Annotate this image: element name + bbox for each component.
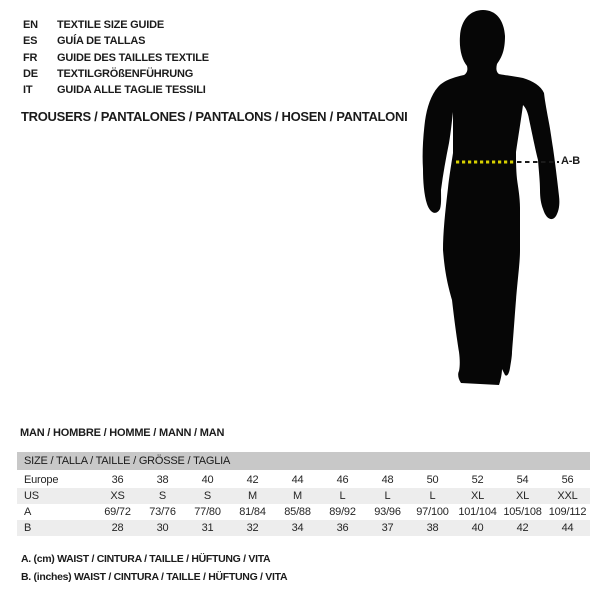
size-cell: 37 [381, 522, 394, 534]
size-cell: 32 [246, 522, 259, 534]
measurement-notes [21, 551, 287, 586]
language-code: DE [23, 67, 38, 80]
language-row-es [23, 33, 209, 49]
language-code: ES [23, 35, 38, 48]
size-cell: 28 [111, 522, 124, 534]
size-cell: S [158, 490, 167, 502]
size-cell: 81/84 [239, 506, 266, 518]
size-cell: L [384, 490, 391, 502]
size-cell: L [429, 490, 436, 502]
size-cell: XXL [557, 490, 578, 502]
size-cell: 42 [516, 522, 529, 534]
row-label: Europe [24, 474, 59, 486]
table-row-us [17, 488, 590, 504]
product-heading: TROUSERS / PANTALONES / PANTALONS / HOSEN / PANTALONI [21, 109, 408, 124]
language-row-fr [23, 50, 209, 66]
size-cell: XL [470, 490, 485, 502]
size-cell: 44 [561, 522, 574, 534]
size-cell: 50 [426, 474, 439, 486]
size-cell: S [203, 490, 212, 502]
size-cell: 38 [426, 522, 439, 534]
size-cell: L [339, 490, 346, 502]
size-cell: 36 [336, 522, 349, 534]
size-cell: 77/80 [194, 506, 221, 518]
language-text: GUIDE DES TAILLES TEXTILE [57, 51, 209, 64]
language-code: IT [23, 84, 33, 97]
size-table-header: SIZE / TALLA / TAILLE / GRÖSSE / TAGLIA [17, 452, 590, 470]
size-cell: 38 [156, 474, 169, 486]
language-row-en [23, 17, 209, 33]
measurement-dashed-line [517, 161, 559, 163]
size-cell: 31 [201, 522, 214, 534]
size-cell: XL [515, 490, 530, 502]
note-b: B. (inches) WAIST / CINTURA / TAILLE / HÜFTUNG / VITA [21, 570, 288, 583]
size-table [17, 452, 590, 536]
size-cell: 30 [156, 522, 169, 534]
language-text: GUIDA ALLE TAGLIE TESSILI [57, 84, 206, 97]
size-cell: M [293, 490, 302, 502]
language-row-it [23, 82, 209, 98]
size-cell: 34 [291, 522, 304, 534]
language-text: GUÍA DE TALLAS [57, 35, 146, 48]
size-cell: 109/112 [548, 506, 587, 518]
size-cell: 69/72 [104, 506, 131, 518]
table-row-europe [17, 472, 590, 488]
size-cell: 97/100 [416, 506, 449, 518]
language-code: FR [23, 51, 38, 64]
size-cell: 36 [111, 474, 124, 486]
size-cell: 101/104 [458, 506, 497, 518]
note-a: A. (cm) WAIST / CINTURA / TAILLE / HÜFTUNG / VITA [21, 553, 271, 565]
size-cell: XS [110, 490, 125, 502]
table-row-a-cm [17, 504, 590, 520]
language-list [23, 17, 209, 98]
size-cell: 93/96 [374, 506, 401, 518]
size-cell: 40 [201, 474, 214, 486]
size-cell: 44 [291, 474, 304, 486]
size-cell: 52 [471, 474, 484, 486]
man-silhouette-path [423, 10, 560, 385]
gender-heading: MAN / HOMBRE / HOMME / MANN / MAN [20, 427, 225, 439]
row-label: US [24, 490, 39, 502]
size-cell: 40 [471, 522, 484, 534]
row-label: B [24, 522, 32, 534]
size-cell: 46 [336, 474, 349, 486]
language-row-de [23, 66, 209, 82]
row-label: A [24, 506, 32, 518]
language-text: TEXTILE SIZE GUIDE [57, 19, 165, 31]
size-cell: 56 [561, 474, 574, 486]
man-silhouette-image [413, 8, 578, 393]
language-text: TEXTILGRÖßENFÜHRUNG [57, 67, 194, 80]
size-cell: 105/108 [503, 506, 542, 518]
table-row-b-inches [17, 520, 590, 536]
size-cell: 42 [246, 474, 259, 486]
language-code: EN [23, 19, 38, 31]
size-cell: 73/76 [149, 506, 176, 518]
size-cell: 54 [516, 474, 529, 486]
size-cell: 48 [381, 474, 394, 486]
size-cell: 89/92 [329, 506, 356, 518]
size-cell: 85/88 [284, 506, 311, 518]
measurement-label: A-B [561, 155, 580, 167]
size-cell: M [248, 490, 257, 502]
